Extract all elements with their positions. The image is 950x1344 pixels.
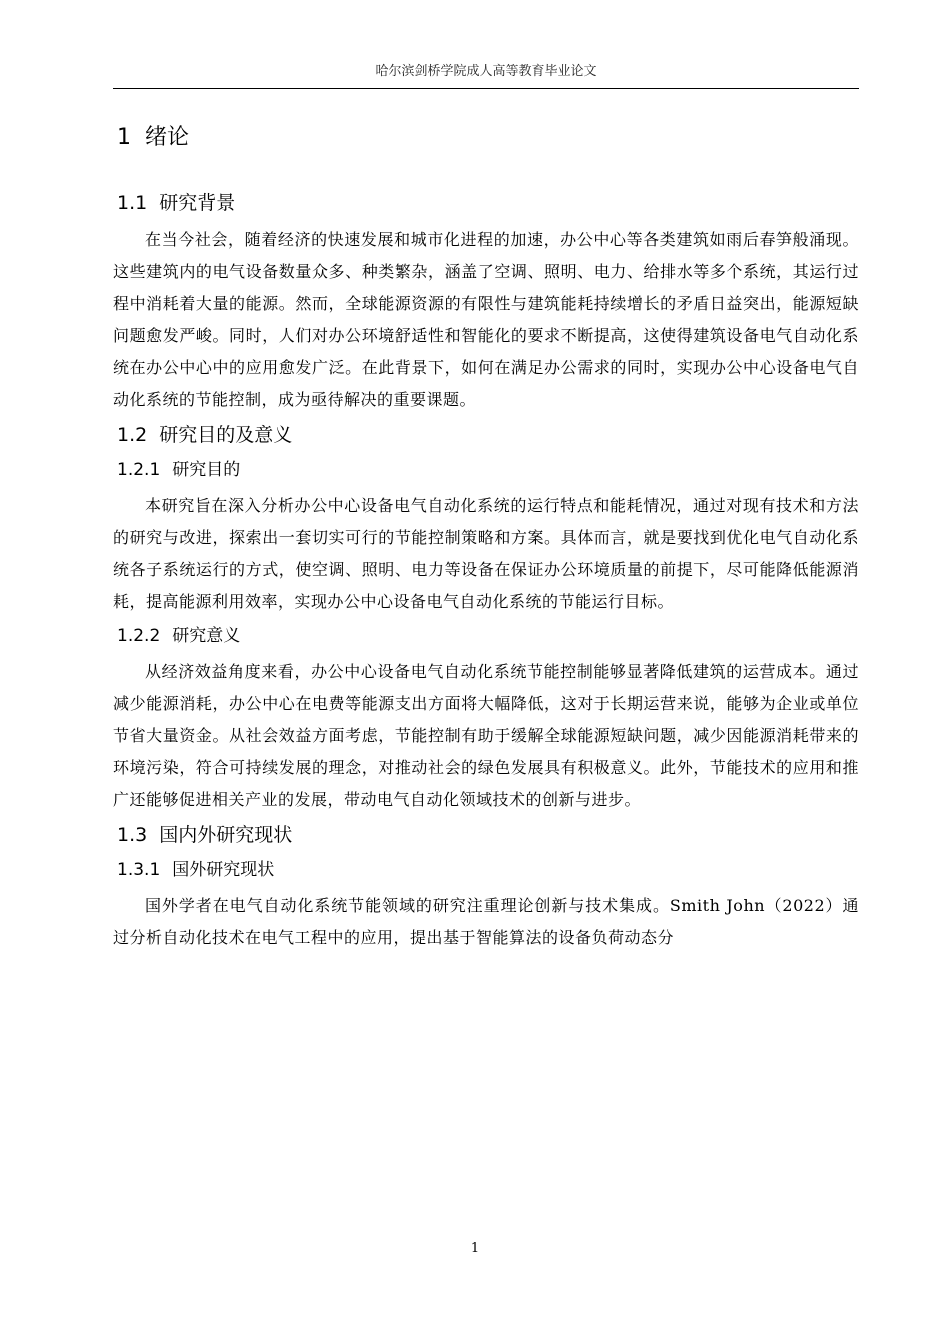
subsection-title: 研究意义 bbox=[172, 626, 241, 646]
section-heading-1-3 bbox=[113, 820, 859, 850]
subsection-heading-1-3-1 bbox=[113, 856, 859, 884]
document-body bbox=[113, 118, 859, 958]
section-number: 1.1 bbox=[117, 192, 148, 214]
subsection-number: 1.2.2 bbox=[117, 626, 161, 646]
page-header bbox=[113, 62, 859, 89]
header-title: 哈尔滨剑桥学院成人高等教育毕业论文 bbox=[375, 64, 597, 79]
paragraph-background: 在当今社会，随着经济的快速发展和城市化进程的加速，办公中心等各类建筑如雨后春笋般涌现。这些建筑内的电气设备数量众多、种类繁杂，涵盖了空调、照明、电力、给排水等多个系统，其运行过程中消耗着大量的能源。然而，全球能源资源的有限性与建筑能耗持续增长的矛盾日益突出，能源短缺问题愈发严峻。同时，人们对办公环境舒适性和智能化的要求不断提高，这使得建筑设备电气自动化系统在办公中心中的应用愈发广泛。在此背景下，如何在满足办公需求的同时，实现办公中心设备电气自动化系统的节能控制，成为亟待解决的重要课题。 bbox=[113, 230, 859, 409]
section-heading-1-2 bbox=[113, 420, 859, 450]
subsection-number: 1.2.1 bbox=[117, 460, 161, 480]
section-heading-1-1 bbox=[113, 188, 859, 218]
subsection-heading-1-2-1 bbox=[113, 456, 859, 484]
section-title: 国内外研究现状 bbox=[159, 824, 293, 846]
paragraph-foreign-research: 国外学者在电气自动化系统节能领域的研究注重理论创新与技术集成。Smith John（2022）通过分析自动化技术在电气工程中的应用，提出基于智能算法的设备负荷动态分 bbox=[113, 896, 859, 947]
section-title: 研究目的及意义 bbox=[159, 424, 293, 446]
section-title: 研究背景 bbox=[159, 192, 236, 214]
paragraph-purpose: 本研究旨在深入分析办公中心设备电气自动化系统的运行特点和能耗情况，通过对现有技术和方法的研究与改进，探索出一套切实可行的节能控制策略和方案。具体而言，就是要找到优化电气自动化系统各子系统运行的方式，使空调、照明、电力等设备在保证办公环境质量的前提下，尽可能降低能源消耗，提高能源利用效率，实现办公中心设备电气自动化系统的节能运行目标。 bbox=[113, 496, 859, 611]
paragraph-significance: 从经济效益角度来看，办公中心设备电气自动化系统节能控制能够显著降低建筑的运营成本。通过减少能源消耗，办公中心在电费等能源支出方面将大幅降低，这对于长期运营来说，能够为企业或单位节省大量资金。从社会效益方面考虑，节能控制有助于缓解全球能源短缺问题，减少因能源消耗带来的环境污染，符合可持续发展的理念，对推动社会的绿色发展具有积极意义。此外，节能技术的应用和推广还能够促进相关产业的发展，带动电气自动化领域技术的创新与进步。 bbox=[113, 662, 859, 809]
chapter-number: 1 bbox=[117, 125, 131, 150]
section-number: 1.2 bbox=[117, 424, 148, 446]
chapter-title: 绪论 bbox=[145, 125, 190, 150]
subsection-heading-1-2-2 bbox=[113, 622, 859, 650]
subsection-title: 国外研究现状 bbox=[172, 860, 275, 880]
subsection-title: 研究目的 bbox=[172, 460, 241, 480]
page-number: 1 bbox=[470, 1241, 480, 1256]
chapter-heading bbox=[113, 118, 859, 158]
section-number: 1.3 bbox=[117, 824, 148, 846]
subsection-number: 1.3.1 bbox=[117, 860, 161, 880]
